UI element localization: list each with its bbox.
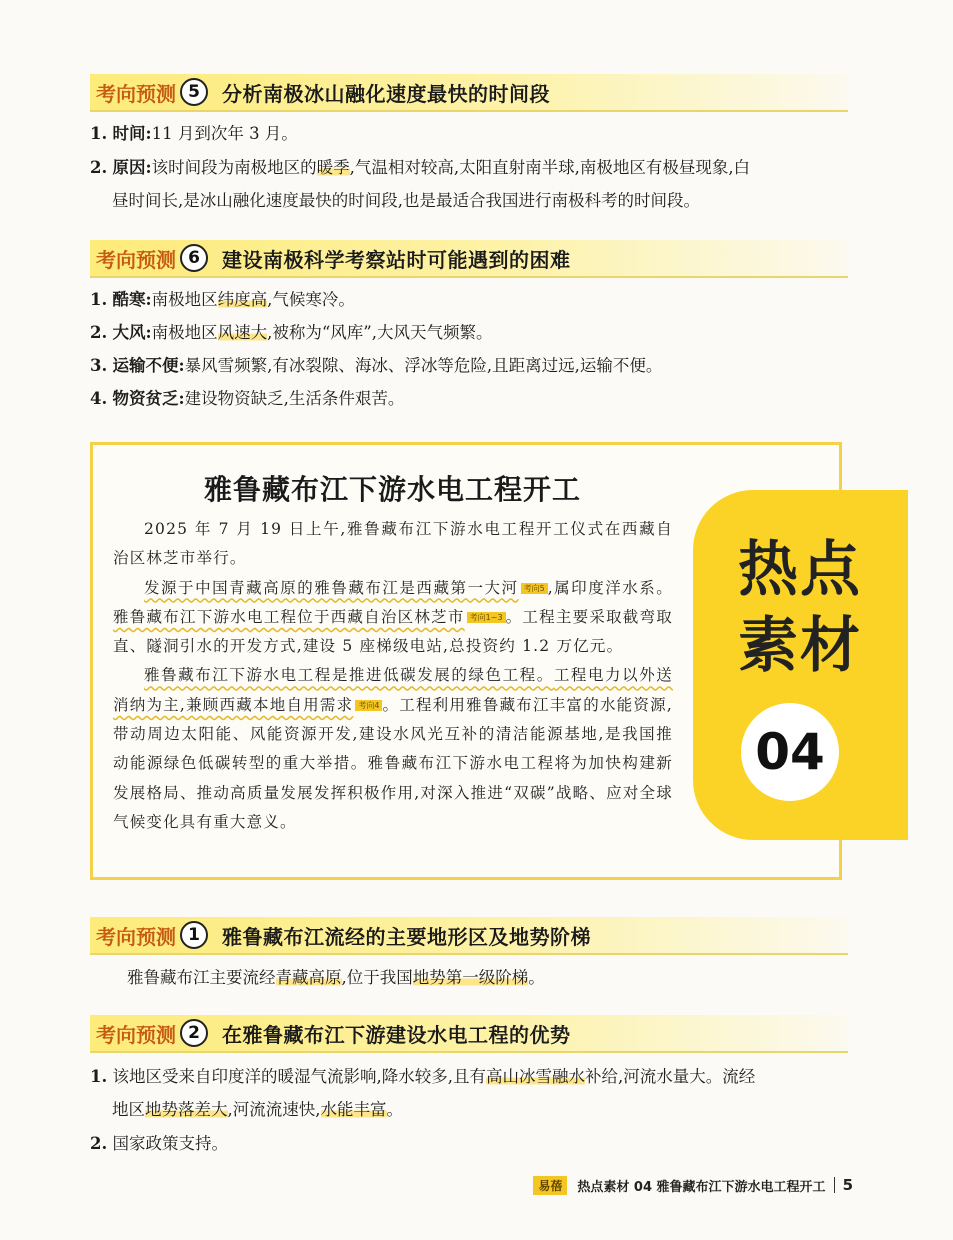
section-tag: 考向预测 [96,924,176,949]
item-text: 该地区受来自印度洋的暖湿气流影响,降水较多,且有 [112,1067,486,1086]
section-tag: 考向预测 [96,1022,176,1047]
section-number: 2 [180,1019,208,1047]
item-text-continued [90,1093,852,1126]
section-title: 雅鲁藏布江流经的主要地形区及地势阶梯 [222,924,591,949]
item-label: 时间: [112,124,152,143]
item-text: 暴风雪频繁,有冰裂隙、海冰、浮冰等危险,且距离过远,运输不便。 [184,356,663,375]
material-underlined-text: 发源于中国青藏高原的雅鲁藏布江是西藏第一大河 [144,578,519,597]
item-text-continued: 昼时间长,是冰山融化速度最快的时间段,也是最适合我国进行南极科考的时间段。 [112,191,700,210]
section-title: 在雅鲁藏布江下游建设水电工程的优势 [222,1022,571,1047]
page-number: 5 [842,1176,853,1194]
material-text: ,属印度洋水系。 [547,578,674,597]
hot-material-number: 04 [741,703,839,801]
section-header-6 [90,240,848,278]
material-paragraph: 2025 年 7 月 19 日上午,雅鲁藏布江下游水电工程开工仪式在西藏自治区林芝市举行。 [113,520,673,568]
list-item [90,349,852,382]
item-text: 雅鲁藏布江主要流经 [127,968,276,987]
section-header-2 [90,1015,848,1053]
hot-material-label [715,532,885,684]
material-title: 雅鲁藏布江下游水电工程开工 [203,473,581,506]
footer-title: 热点素材 04 雅鲁藏布江下游水电工程开工 [577,1179,826,1195]
item-label: 原因: [112,158,152,177]
material-underlined-text: 工程电力以外送消纳为主,兼顾西藏本地自用需求 [113,666,673,714]
section-number: 1 [180,921,208,949]
material-text: 。工程利用雅鲁藏布江丰富的水能资源,带动周边太阳能、风能资源开发,建设水风光互补的清洁能源基地,是我国推动能源绿色低碳转型的重大举措。雅鲁藏布江下游水电工程将为加快构建新发展格局、推动高质量发展发挥积极作用,对深入推进“双碳”战略、应对全球气候变化具有重大意义。 [113,695,673,831]
exam-point-marker: 考向1~3 [467,612,506,623]
section-title: 建设南极科学考察站时可能遇到的困难 [222,247,571,272]
publisher-badge: 易蓓 [533,1176,567,1195]
item-number: 1. [90,1067,108,1086]
item-number: 2. [90,158,108,177]
section-tag: 考向预测 [96,81,176,106]
item-text: ,气温相对较高,太阳直射南半球,南极地区有极昼现象,白 [349,158,751,177]
material-text: 。工程主要采取截弯取直、隧洞引水的开发方式,建设 5 座梯级电站,总投资约 1.2 万亿元。 [113,607,673,656]
item-text: 南极地区 [151,323,218,342]
exam-point-marker: 考向4 [355,700,382,711]
section-number: 5 [180,78,208,106]
list-item [90,1127,852,1160]
item-number: 3. [90,356,108,375]
item-highlight: 青藏高原 [275,968,342,987]
material-paragraph [113,574,673,662]
list-item [90,382,852,415]
hot-label-line: 热点 [738,535,862,605]
list-item [90,283,852,316]
footer-divider [834,1177,835,1193]
section-title: 分析南极冰山融化速度最快的时间段 [222,81,550,106]
item-text: ,位于我国 [341,968,413,987]
item-highlight: 风速大 [217,323,268,342]
page-footer [533,1174,853,1196]
item-highlight: 地势落差大 [145,1100,228,1119]
material-body [113,515,673,837]
item-label: 酷寒: [112,290,152,309]
item-label: 物资贫乏: [112,389,185,408]
list-item [90,316,852,349]
item-highlight: 地势第一级阶梯 [412,968,529,987]
material-underlined-text: 雅鲁藏布江下游水电工程是推进低碳发展的绿色工程。 [144,666,554,685]
item-number: 4. [90,389,108,408]
item-highlight: 高山冰雪融水 [485,1067,585,1086]
item-text: ,河流流速快, [227,1100,321,1119]
item-text: ,气候寒冷。 [267,290,355,309]
material-underlined-text: 雅鲁藏布江下游水电工程位于西藏自治区林芝市 [113,607,465,626]
list-item [90,1060,852,1126]
item-text: 。 [528,968,545,987]
section-header-1 [90,917,848,955]
section-header-5 [90,74,848,112]
item-number: 2. [90,1134,108,1153]
item-text: 补给,河流水量大。流经 [584,1067,756,1086]
item-number: 2. [90,323,108,342]
exam-point-marker: 考向5 [521,583,548,594]
hot-label-line: 素材 [738,611,862,681]
item-number: 1. [90,290,108,309]
list-item [90,151,852,217]
item-text: 南极地区 [151,290,218,309]
list-item [127,961,847,994]
item-number: 1. [90,124,108,143]
item-text: 建设物资缺乏,生活条件艰苦。 [184,389,405,408]
item-highlight: 纬度高 [217,290,268,309]
section-tag: 考向预测 [96,247,176,272]
item-highlight: 水能丰富 [320,1100,387,1119]
list-item [90,117,852,150]
material-paragraph [113,661,673,837]
item-text: 地区 [112,1100,145,1119]
item-label: 大风: [112,323,152,342]
section-number: 6 [180,244,208,272]
item-text: 该时间段为南极地区的 [151,158,317,177]
item-label: 运输不便: [112,356,185,375]
item-highlight: 暖季 [316,158,350,177]
item-text: 11 月到次年 3 月。 [151,124,298,143]
item-text: ,被称为“风库”,大风天气频繁。 [267,323,493,342]
item-text: 。 [386,1100,403,1119]
item-text: 国家政策支持。 [112,1134,228,1153]
